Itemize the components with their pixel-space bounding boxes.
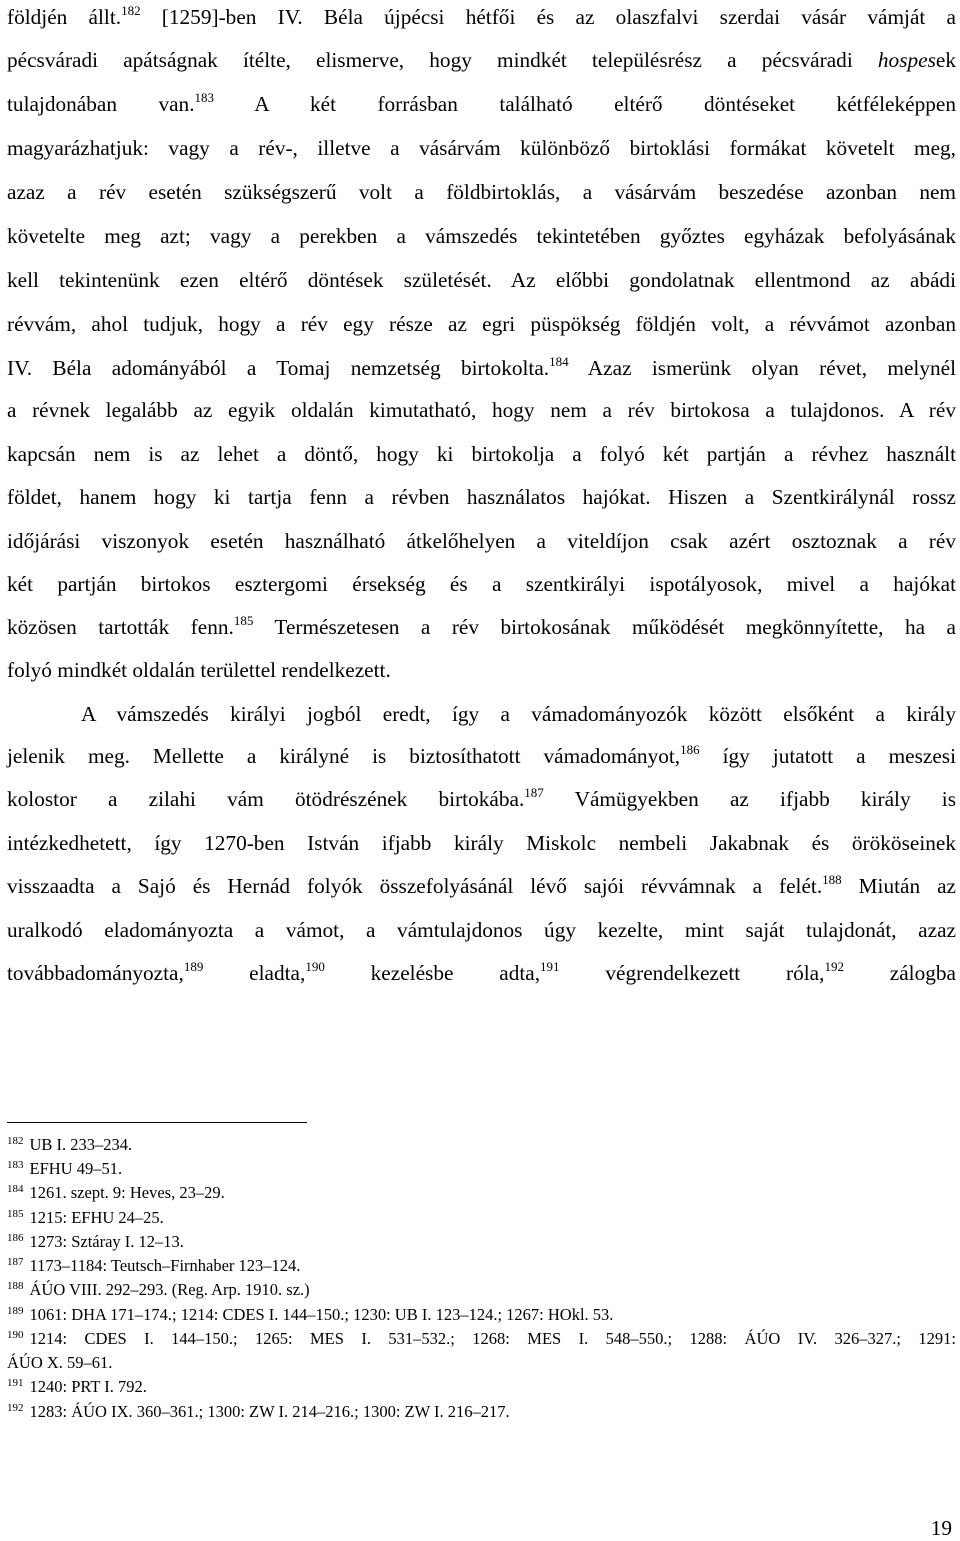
footnote-separator (7, 1122, 307, 1123)
footnote-ref-184[interactable]: 184 (549, 354, 569, 369)
footnote-192: $^{192}$ 1283: ÁÚO IX. 360–361.; 1300: ZW I. 214–216.; 1300: ZW I. 216–217. (7, 1402, 510, 1421)
footnote-187: $^{187}$ 1173–1184: Teutsch–Firnhaber 123–124. (7, 1256, 301, 1275)
body-line-15: közösen tartották fenn.$^{185}$ Természetesen a rév birtokosának működését megkönnyítette, ha a (7, 613, 956, 639)
body-line-19: kolostor a zilahi vám ötödrészének birtokába.$^{187}$ Vámügyekben az ifjabb király is (7, 785, 956, 811)
body-line-1: földjén állt.$^{182}$ [1259]-ben IV. Béla újpécsi hétfői és az olaszfalvi szerdai vásár vámját a (7, 3, 956, 29)
body-line-3: tulajdonában van.$^{183}$ A két forrásban található eltérő döntéseket kétféleképpen (7, 90, 956, 116)
footnote-190: $^{190}$ 1214: CDES I. 144–150.; 1265: MES I. 531–532.; 1268: MES I. 548–550.; 1288: ÁÚO IV. 326–327.; 1291: (7, 1329, 956, 1348)
footnote-188: $^{188}$ ÁÚO VIII. 292–293. (Reg. Arp. 1910. sz.) (7, 1280, 310, 1299)
footnote-185: $^{185}$ 1215: EFHU 24–25. (7, 1208, 164, 1227)
footnote-182: $^{182}$ UB I. 233–234. (7, 1135, 133, 1154)
body-line-16: folyó mindkét oldalán területtel rendelkezett. (7, 658, 391, 682)
body-line-5: azaz a rév esetén szükségszerű volt a földbirtoklás, a vásárvám beszedése azonban nem (7, 180, 956, 204)
body-line-23: továbbadományozta,$^{189}$ eladta,$^{190}$ kezelésbe adta,$^{191}$ végrendelkezett róla,$^{192}$ zálogba (7, 959, 956, 985)
footnote-ref-190[interactable]: 190 (305, 959, 325, 974)
body-line-20: intézkedhetett, így 1270-ben István ifjabb király Miskolc nembeli Jakabnak és örököseinek (7, 831, 956, 855)
body-line-18: jelenik meg. Mellette a királyné is biztosíthatott vámadományot,$^{186}$ így jutatott a meszesi (7, 742, 956, 768)
footnote-190-continued: ÁÚO X. 59–61. (7, 1353, 113, 1372)
body-line-6: követelte meg azt; vagy a perekben a vámszedés tekintetében győztes egyházak befolyásának (7, 224, 956, 248)
footnote-189: $^{189}$ 1061: DHA 171–174.; 1214: CDES I. 144–150.; 1230: UB I. 123–124.; 1267: HOkl. 53. (7, 1305, 614, 1324)
body-line-10: a révnek legalább az egyik oldalán kimutatható, hogy nem a rév birtokosa a tulajdonos. A rév (7, 398, 956, 422)
body-line-8: révvám, ahol tudjuk, hogy a rév egy része az egri püspökség földjén volt, a révvámot azonban (7, 312, 956, 336)
body-line-11: kapcsán nem is az lehet a döntő, hogy ki birtokolja a folyó két partján a révhez használt (7, 442, 956, 466)
page-number: 19 (930, 1516, 952, 1540)
body-line-13: időjárási viszonyok esetén használható átkelőhelyen a viteldíjon csak azért osztoznak a rév (7, 529, 956, 553)
footnote-ref-185[interactable]: 185 (233, 613, 254, 628)
footnote-ref-186[interactable]: 186 (680, 742, 700, 757)
footnote-ref-183[interactable]: 183 (194, 90, 215, 105)
footnote-ref-192[interactable]: 192 (824, 959, 844, 974)
footnote-ref-191[interactable]: 191 (540, 959, 560, 974)
body-line-4: magyarázhatjuk: vagy a rév-, illetve a vásárvám különböző birtoklási formákat követelt meg, (7, 136, 956, 160)
footnote-ref-187[interactable]: 187 (524, 785, 544, 800)
footnote-191: $^{191}$ 1240: PRT I. 792. (7, 1377, 147, 1396)
footnote-ref-189[interactable]: 189 (183, 959, 204, 974)
body-line-12: földet, hanem hogy ki tartja fenn a révben használatos hajókat. Hiszen a Szentkirálynál rossz (7, 485, 956, 509)
footnote-184: $^{184}$ 1261. szept. 9: Heves, 23–29. (7, 1183, 225, 1202)
body-line-7: kell tekintenünk ezen eltérő döntések születését. Az előbbi gondolatnak ellentmond az abádi (7, 268, 956, 292)
footnote-ref-182[interactable]: 182 (121, 3, 141, 18)
body-line-22: uralkodó eladományozta a vámot, a vámtulajdonos úgy kezelte, mint saját tulajdonát, azaz (7, 918, 956, 942)
body-line-9: IV. Béla adományából a Tomaj nemzetség birtokolta.$^{184}$ Azaz ismerünk olyan révet, melynél (7, 354, 956, 380)
body-line-21: visszaadta a Sajó és Hernád folyók összefolyásánál lévő sajói révvámnak a felét.$^{188}$ Miután az (7, 872, 956, 898)
body-line-2: pécsváradi apátságnak ítélte, elismerve, hogy mindkét településrész a pécsváradi hospesek (7, 48, 956, 72)
body-line-14: két partján birtokos esztergomi érsekség és a szentkirályi ispotályosok, mivel a hajókat (7, 572, 956, 596)
body-line-17: A vámszedés királyi jogból eredt, így a vámadományozók között elsőként a király (81, 702, 956, 726)
footnote-183: $^{183}$ EFHU 49–51. (7, 1159, 123, 1178)
footnote-186: $^{186}$ 1273: Sztáray I. 12–13. (7, 1232, 184, 1251)
footnote-ref-188[interactable]: 188 (822, 872, 842, 887)
